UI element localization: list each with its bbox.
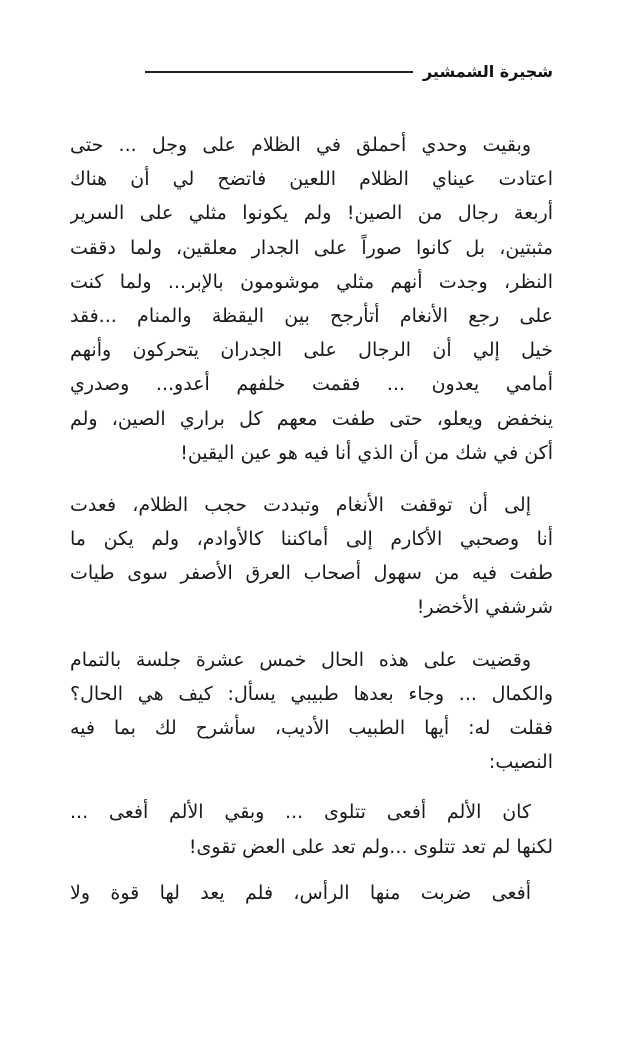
paragraph-3	[70, 643, 553, 780]
running-header	[145, 62, 553, 81]
paragraph-gap	[70, 779, 553, 795]
header-rule	[145, 71, 413, 73]
text-line: وقضيت على هذه الحال خمس عشرة جلسة بالتمام	[70, 648, 531, 671]
paragraph-1	[70, 128, 553, 470]
body-text	[70, 128, 553, 910]
text-line: كان الألم أفعى تتلوى ... وبقي الألم أفعى ...	[70, 801, 531, 824]
text-line: اعتادت عيناي الظلام اللعين فاتضح لي أن هناك	[70, 168, 553, 191]
chapter-title: شجيرة الشمشير	[422, 62, 553, 81]
paragraph-gap	[70, 625, 553, 643]
text-line: شرشفي الأخضر!	[416, 596, 553, 619]
text-line: على رجع الأنغام أتأرجح بين اليقظة والمنام ...فقد	[70, 304, 553, 327]
text-line: طفت فيه من سهول أصحاب العرق الأصفر سوى طيات	[70, 562, 553, 585]
paragraph-gap	[70, 864, 553, 876]
text-line: ينخفض ويعلو، حتى طفت معهم كل براري الصين، ولم	[70, 407, 553, 430]
text-line: أفعى ضربت منها الرأس، فلم يعد لها قوة ولا	[70, 881, 531, 904]
paragraph-5	[70, 876, 553, 910]
paragraph-2	[70, 488, 553, 625]
text-line: أمامي يعدون ... فقمت خلفهم أعدو... وصدري	[70, 373, 553, 396]
text-line: أنا وصحبي الأكارم إلى أماكننا كالأوادم، ولم يكن ما	[70, 528, 553, 551]
text-line: إلى أن توقفت الأنغام وتبددت حجب الظلام، فعدت	[70, 493, 531, 516]
text-line: مثبتين، بل كانوا صوراً على الجدار معلقين، ولما دققت	[70, 236, 553, 259]
text-line: النظر، وجدت أنهم مثلي موشومون بالإبر... ولما كنت	[70, 270, 553, 293]
text-line: والكمال ... وجاء بعدها طبيبي يسأل: كيف هي الحال؟	[70, 682, 553, 705]
text-line: فقلت له: أيها الطبيب الأديب، سأشرح لك بما فيه	[70, 717, 553, 739]
text-line: أكن في شك من أن الذي أنا فيه هو عين اليقين!	[180, 441, 553, 464]
text-line: النصيب:	[488, 751, 553, 774]
text-line: وبقيت وحدي أحملق في الظلام على وجل ... حتى	[70, 134, 531, 156]
text-line: خيل إلي أن الرجال على الجدران يتحركون وأنهم	[70, 339, 553, 362]
paragraph-4	[70, 795, 553, 863]
text-line: لكنها لم تعد تتلوى ...ولم تعد على العض تقوى!	[188, 835, 553, 858]
text-line: أربعة رجال من الصين! ولم يكونوا مثلي على السرير	[70, 202, 553, 225]
paragraph-gap	[70, 470, 553, 488]
